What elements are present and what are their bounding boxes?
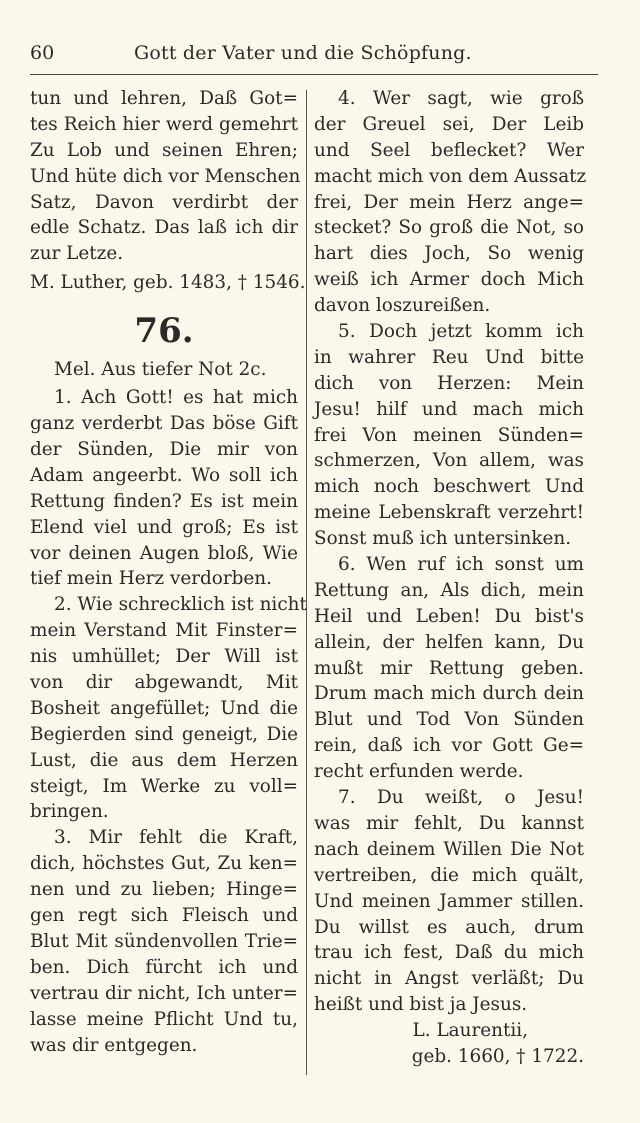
verse-line: 4. Wer sagt, wie groß [338,88,584,109]
running-title: Gott der Vater und die Schöpfung. [134,42,472,64]
verse-line: bringen. [30,801,109,823]
verse-line: dich, höchstes Gut, Zu ken= [30,853,298,875]
text-line: tun und lehren, Daß Got= [30,88,298,109]
verse-line: Drum mach mich durch dein [314,683,584,705]
verse-line: frei Von meinen Sünden= [314,424,584,446]
verse-6 [314,552,584,785]
verse-line: was mir fehlt, Du kannst [314,812,584,834]
verse-line: 1. Ach Gott! es hat mich [54,387,298,409]
verse-line: 6. Wen ruf ich sonst um [338,554,584,576]
verse-line: 5. Doch jetzt komm ich [338,321,584,343]
verse-line: von dir abgewandt, Mit [30,672,298,694]
verse-line: meine Lebenskraft verzehrt! [314,502,584,524]
verse-line: vertrau dir nicht, Ich unter= [30,982,298,1004]
verse-3 [30,825,298,1058]
verse-line: mein Verstand Mit Finster= [30,620,298,642]
verse-line: schmerzen, Von allem, was [314,450,584,472]
verse-line: Du willst es auch, drum [314,916,584,938]
verse-line: allein, der helfen kann, Du [314,631,584,653]
verse-line: stecket? So groß die Not, so [314,217,584,239]
verse-line: ganz verderbt Das böse Gift [30,413,298,435]
verse-line: Und meinen Jammer stillen. [314,890,584,912]
verse-1 [30,385,298,592]
hymn-75-ending [30,86,301,267]
text-line: Und hüte dich vor Menschen [30,165,301,187]
verse-line: in wahrer Reu Und bitte [314,346,584,368]
verse-line: nis umhüllet; Der Will ist [30,646,298,668]
verse-line: macht mich von dem Aussatz [314,165,587,187]
verse-line: und Seel beflecket? Wer [314,139,584,161]
author-attribution: M. Luther, geb. 1483, † 1546. [30,272,306,294]
verse-line: tief mein Herz verdorben. [30,568,272,590]
signature-dates: geb. 1660, † 1722. [411,1045,584,1067]
verse-line: hart dies Joch, So wenig [314,243,584,265]
left-column [30,86,307,1058]
text-line: edle Schatz. Das laß ich dir [30,217,298,239]
verse-line: nach deinem Willen Die Not [314,838,584,860]
column-divider [306,90,307,1075]
text-line: Satz, Davon verdirbt der [30,191,298,213]
verse-line: trau ich fest, Daß du mich [314,942,584,964]
verse-line: 7. Du weißt, o Jesu! [338,787,584,809]
verse-line: Heil und Leben! Du bist's [314,605,584,627]
verse-line: Jesu! hilf und mach mich [314,398,584,420]
verse-line: 2. Wie schrecklich ist nicht [54,594,307,616]
verse-line: Bosheit angefüllet; Und die [30,697,298,719]
melody-note: Mel. Aus tiefer Not 2c. [54,359,267,381]
verse-line: vor deinen Augen bloß, Wie [30,542,298,564]
verse-line: lasse meine Pflicht Und tu, [30,1008,298,1030]
verse-line: ben. Dich fürcht ich und [30,956,298,978]
verse-line: Rettung finden? Es ist mein [30,490,298,512]
verse-line: Lust, die aus dem Herzen [30,749,298,771]
verse-line: Blut und Tod Von Sünden [314,709,584,731]
verse-line: vertreiben, die mich quält, [314,864,584,886]
verse-line: frei, Der mein Herz ange= [314,191,584,213]
verse-line: recht erfunden werde. [314,761,524,783]
verse-line: dich von Herzen: Mein [314,372,584,394]
right-column [314,86,587,1070]
text-line: tes Reich hier werd gemehrt [30,113,298,135]
verse-line: steigt, Im Werke zu voll= [30,775,298,797]
verse-line: Sonst muß ich untersinken. [314,528,572,550]
verse-line: Begierden sind geneigt, Die [30,723,298,745]
verse-5 [314,319,584,552]
verse-line: gen regt sich Fleisch und [30,905,298,927]
verse-line: davon loszureißen. [314,295,491,317]
page-header [30,40,598,75]
hymn-signature [314,1018,584,1070]
hymn-number: 76. [134,311,194,352]
text-line: Zu Lob und seinen Ehren; [30,139,298,161]
verse-4 [314,86,587,319]
verse-line: Elend viel und groß; Es ist [30,516,298,538]
verse-line: weiß ich Armer doch Mich [314,269,584,291]
verse-line: Adam angeerbt. Wo soll ich [30,464,298,486]
verse-line: 3. Mir fehlt die Kraft, [54,827,298,849]
verse-line: was dir entgegen. [30,1034,198,1056]
verse-line: rein, daß ich vor Gott Ge= [314,735,584,757]
text-line: zur Letze. [30,243,124,265]
page-number: 60 [30,42,55,64]
verse-7 [314,785,584,1018]
signature-author: L. Laurentii, [412,1020,528,1042]
verse-line: Rettung an, Als dich, mein [314,579,584,601]
verse-2 [30,592,307,825]
verse-line: mich noch beschwert Und [314,476,584,498]
verse-line: der Greuel sei, Der Leib [314,113,584,135]
verse-line: nen und zu lieben; Hinge= [30,879,298,901]
verse-line: mußt mir Rettung geben. [314,657,584,679]
verse-line: Blut Mit sündenvollen Trie= [30,930,298,952]
verse-line: nicht in Angst verläßt; Du [314,968,584,990]
verse-line: heißt und bist ja Jesus. [314,994,528,1016]
verse-line: der Sünden, Die mir von [30,439,298,461]
